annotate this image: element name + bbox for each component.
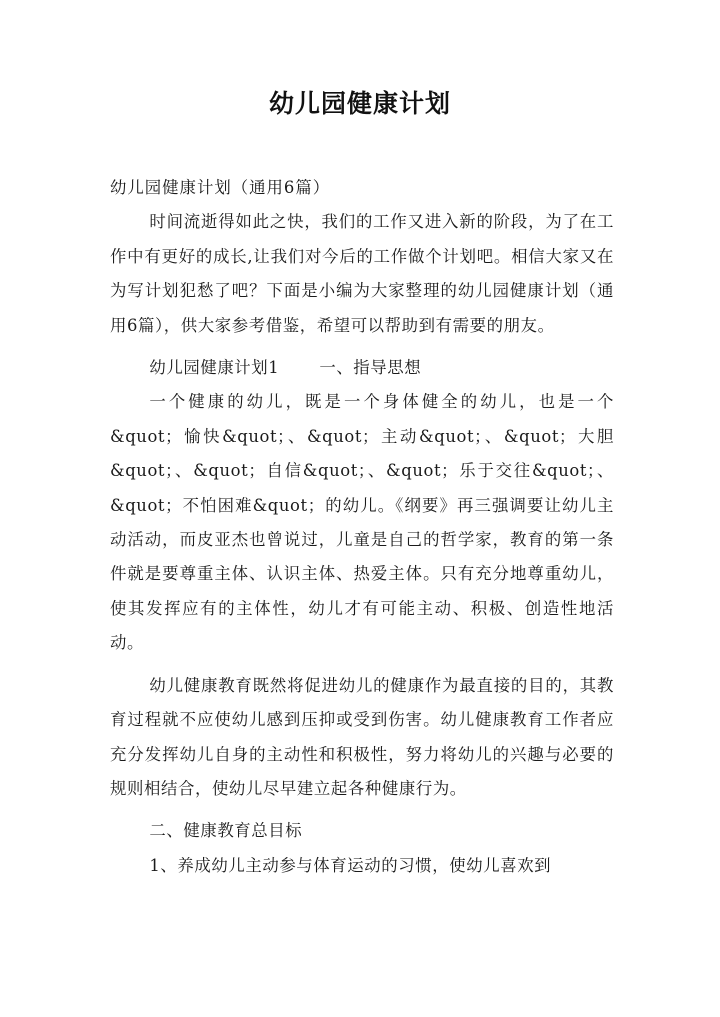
paragraph-health-education: 幼儿健康教育既然将促进幼儿的健康作为最直接的目的，其教育过程就不应使幼儿感到压抑或受到伤害。幼儿健康教育工作者应充分发挥幼儿自身的主动性和积极性，努力将幼儿的兴趣与必要的规则相结合，使幼儿尽早建立起各种健康行为。 xyxy=(110,675,614,798)
intro-paragraph: 时间流逝得如此之快，我们的工作又进入新的阶段，为了在工作中有更好的成长,让我们对今后的工作做个计划吧。相信大家又在为写计划犯愁了吧？下面是小编为大家整理的幼儿园健康计划（通用6篇），供大家参考借鉴，希望可以帮助到有需要的朋友。 xyxy=(110,212,614,335)
heading-overall-goals: 二、健康教育总目标 xyxy=(149,821,303,841)
section-heading: 一、指导思想 xyxy=(319,358,422,378)
section-label: 幼儿园健康计划1 xyxy=(149,358,280,378)
paragraph-guiding-thought: 一个健康的幼儿，既是一个身体健全的幼儿，也是一个&quot；愉快&quot；、&quot；主动&quot；、&quot；大胆&quot；、&quot；自信&quot；、&quot；乐于交往&quot；、&quot；不怕困难&quot；的幼儿。《纲要》再三强调要让幼儿主动活动，而皮亚杰也曾说过，儿童是自己的哲学家，教育的第一条件就是要尊重主体、认识主体、热爱主体。只有充分地尊重幼儿，使其发挥应有的主体性，幼儿才有可能主动、积极、创造性地活动。 xyxy=(110,392,614,653)
page-title: 幼儿园健康计划 xyxy=(268,89,451,118)
document-subtitle: 幼儿园健康计划（通用6篇） xyxy=(110,178,331,197)
section-heading-line xyxy=(110,351,614,385)
document-body xyxy=(110,171,614,883)
paragraph-goal-1: 1、养成幼儿主动参与体育运动的习惯，使幼儿喜欢到 xyxy=(149,855,552,875)
